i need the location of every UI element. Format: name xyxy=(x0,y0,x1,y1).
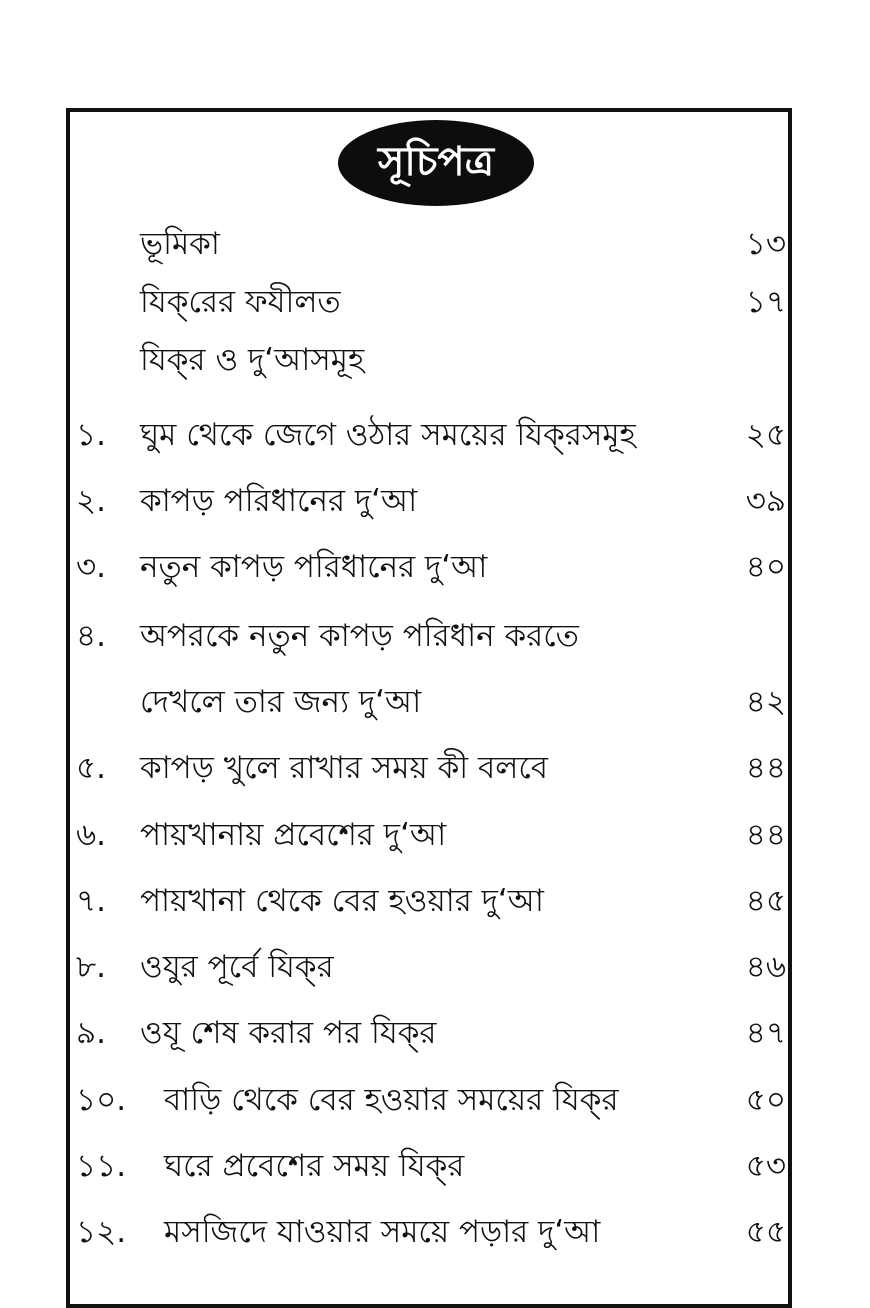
entry-number: ১২. xyxy=(76,1213,127,1250)
entry-page: ৪০ xyxy=(745,548,786,585)
entry-page: ৫০ xyxy=(745,1081,786,1118)
toc-frame xyxy=(66,108,792,1308)
entry-number: ৫. xyxy=(76,749,106,786)
entry-number: ৩. xyxy=(76,548,107,585)
entry-number: ১১. xyxy=(76,1147,127,1184)
entry-page: ৫৩ xyxy=(745,1147,786,1184)
entry-title: যিক্‌রের ফযীলত xyxy=(140,283,341,320)
entry-page: ৫৫ xyxy=(745,1213,786,1250)
entry-page: ৩৯ xyxy=(745,482,786,519)
entry-number: ২. xyxy=(76,482,107,519)
toc-entry[interactable] xyxy=(70,938,788,996)
entry-number: ৮. xyxy=(76,948,106,985)
entry-title: পায়খানায় প্রবেশের দু‘আ xyxy=(140,816,447,853)
toc-entry[interactable] xyxy=(70,739,788,797)
entry-page: ৪৭ xyxy=(745,1014,786,1051)
entry-page: ৪৪ xyxy=(745,816,786,853)
entry-title: পায়খানা থেকে বের হওয়ার দু‘আ xyxy=(140,882,544,919)
page-title: সূচিপত্র xyxy=(378,137,494,185)
entry-title: কাপড় পরিধানের দু‘আ xyxy=(140,482,418,519)
toc-entry[interactable] xyxy=(70,273,788,331)
entry-title: ওযুর পূর্বে যিক্‌র xyxy=(140,948,334,985)
toc-entry[interactable] xyxy=(70,1203,788,1261)
toc-entry[interactable] xyxy=(70,673,788,731)
entry-title: অপরকে নতুন কাপড় পরিধান করতে xyxy=(140,617,579,654)
toc-entry[interactable] xyxy=(70,1004,788,1062)
entry-title: ওযূ শেষ করার পর যিক্‌র xyxy=(140,1014,437,1051)
toc-entry[interactable] xyxy=(70,331,788,389)
entry-title: মসজিদে যাওয়ার সময়ে পড়ার দু‘আ xyxy=(164,1213,601,1250)
title-badge xyxy=(338,120,534,206)
toc-entry[interactable] xyxy=(70,607,788,665)
entry-title: ঘরে প্রবেশের সময় যিক্‌র xyxy=(164,1147,465,1184)
entry-page: ৪২ xyxy=(745,683,786,720)
entry-page: ৪৪ xyxy=(745,749,786,786)
entry-number: ৪. xyxy=(76,617,106,654)
entry-title: দেখলে তার জন্য দু‘আ xyxy=(140,683,422,720)
entry-number: ৬. xyxy=(76,816,107,853)
toc-entry[interactable] xyxy=(70,872,788,930)
entry-title: যিক্‌র ও দু‘আসমূহ xyxy=(140,341,365,378)
entry-page: ১৩ xyxy=(745,225,786,262)
toc-entry[interactable] xyxy=(70,215,788,273)
toc-entry[interactable] xyxy=(70,538,788,596)
entry-number: ১০. xyxy=(76,1081,127,1118)
entry-title: কাপড় খুলে রাখার সময় কী বলবে xyxy=(140,749,549,786)
entry-title: নতুন কাপড় পরিধানের দু‘আ xyxy=(140,548,488,585)
toc-entry[interactable] xyxy=(70,806,788,864)
entry-title: ভূমিকা xyxy=(140,225,220,262)
toc-entry[interactable] xyxy=(70,406,788,464)
entry-page: ২৫ xyxy=(745,416,786,453)
entry-number: ৯. xyxy=(76,1014,106,1051)
entry-page: ৪৬ xyxy=(745,948,786,985)
entry-number: ৭. xyxy=(76,882,107,919)
entry-page: ৪৫ xyxy=(745,882,786,919)
toc-entry[interactable] xyxy=(70,472,788,530)
toc-entry[interactable] xyxy=(70,1071,788,1129)
entry-number: ১. xyxy=(76,416,106,453)
entry-page: ১৭ xyxy=(745,283,786,320)
entry-title: ঘুম থেকে জেগে ওঠার সময়ের যিক্‌রসমূহ xyxy=(140,416,636,453)
toc-entry[interactable] xyxy=(70,1137,788,1195)
entry-title: বাড়ি থেকে বের হওয়ার সময়ের যিক্‌র xyxy=(164,1081,619,1118)
